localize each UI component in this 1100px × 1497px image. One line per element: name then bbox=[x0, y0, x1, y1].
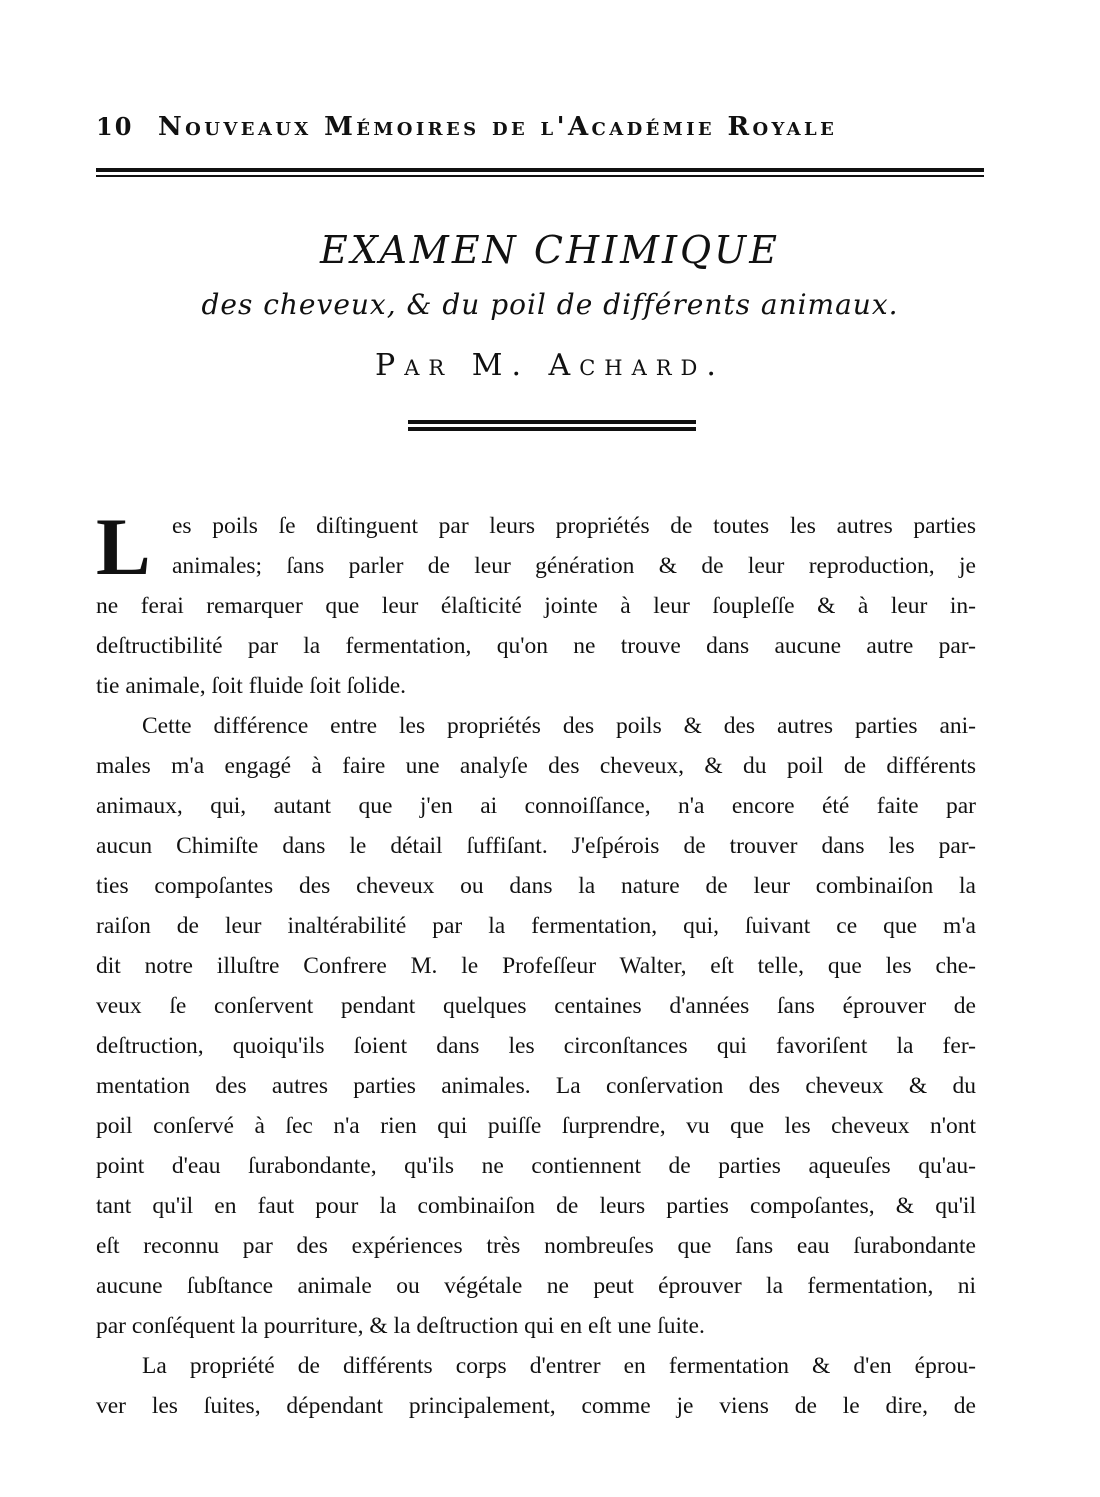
page-number: 10 bbox=[96, 112, 134, 141]
text-line: animales; ſans parler de leur génération & de leur reproduction, je bbox=[172, 553, 976, 579]
article-subtitle: des cheveux, & du poil de différents animaux. bbox=[201, 288, 899, 321]
paragraph-2 bbox=[96, 708, 976, 1348]
paragraph-1 bbox=[96, 501, 976, 708]
article-author: Par M. Achard. bbox=[375, 348, 725, 383]
running-title: Nouveaux Mémoires de l'Académie Royale bbox=[158, 112, 838, 142]
text-line: mentation des autres parties animales. La conſervation des cheveux & du bbox=[96, 1073, 976, 1099]
paragraph-3 bbox=[96, 1348, 976, 1428]
text-line: ties compoſantes des cheveux ou dans la nature de leur combinaiſon la bbox=[96, 873, 976, 899]
title-double-rule bbox=[408, 420, 696, 432]
text-line: tie animale, ſoit fluide ſoit ſolide. bbox=[96, 673, 406, 699]
text-line: eſt reconnu par des expériences très nombreuſes que ſans eau ſurabondante bbox=[96, 1233, 976, 1259]
text-line: deſtructibilité par la fermentation, qu'on ne trouve dans aucune autre par- bbox=[96, 633, 976, 659]
running-header bbox=[96, 112, 996, 152]
text-line: tant qu'il en faut pour la combinaiſon de leurs parties compoſantes, & qu'il bbox=[96, 1193, 976, 1219]
drop-cap: L bbox=[96, 501, 151, 592]
text-line: aucune ſubſtance animale ou végétale ne peut éprouver la fermentation, ni bbox=[96, 1273, 976, 1299]
text-line: ne ferai remarquer que leur élaſticité jointe à leur ſoupleſſe & à leur in- bbox=[96, 593, 976, 619]
text-line: poil conſervé à ſec n'a rien qui puiſſe ſurprendre, vu que les cheveux n'ont bbox=[96, 1113, 976, 1139]
text-line: dit notre illuſtre Confrere M. le Profeſſeur Walter, eſt telle, que les che- bbox=[96, 953, 976, 979]
text-line: raiſon de leur inaltérabilité par la fermentation, qui, ſuivant ce que m'a bbox=[96, 913, 976, 939]
text-line: point d'eau ſurabondante, qu'ils ne contiennent de parties aqueuſes qu'au- bbox=[96, 1153, 976, 1179]
text-line: La propriété de différents corps d'entrer en fermentation & d'en éprou- bbox=[142, 1353, 976, 1379]
text-line: ver les ſuites, dépendant principalement, comme je viens de le dire, de bbox=[96, 1393, 976, 1419]
text-line: aucun Chimiſte dans le détail ſuffiſant. J'eſpérois de trouver dans les par- bbox=[96, 833, 976, 859]
text-line: Cette différence entre les propriétés des poils & des autres parties ani- bbox=[142, 713, 976, 739]
text-line: veux ſe conſervent pendant quelques centaines d'années ſans éprouver de bbox=[96, 993, 976, 1019]
body-text bbox=[96, 501, 976, 1428]
header-double-rule bbox=[96, 168, 984, 178]
text-line: par conſéquent la pourriture, & la deſtruction qui en eſt une ſuite. bbox=[96, 1313, 705, 1339]
text-line: animaux, qui, autant que j'en ai connoiſſance, n'a encore été faite par bbox=[96, 793, 976, 819]
text-line: es poils ſe diſtinguent par leurs propriétés de toutes les autres parties bbox=[172, 513, 976, 539]
text-line: males m'a engagé à faire une analyſe des cheveux, & du poil de différents bbox=[96, 753, 976, 779]
text-line: deſtruction, quoiqu'ils ſoient dans les circonſtances qui favoriſent la fer- bbox=[96, 1033, 976, 1059]
article-title: EXAMEN CHIMIQUE bbox=[320, 228, 780, 272]
